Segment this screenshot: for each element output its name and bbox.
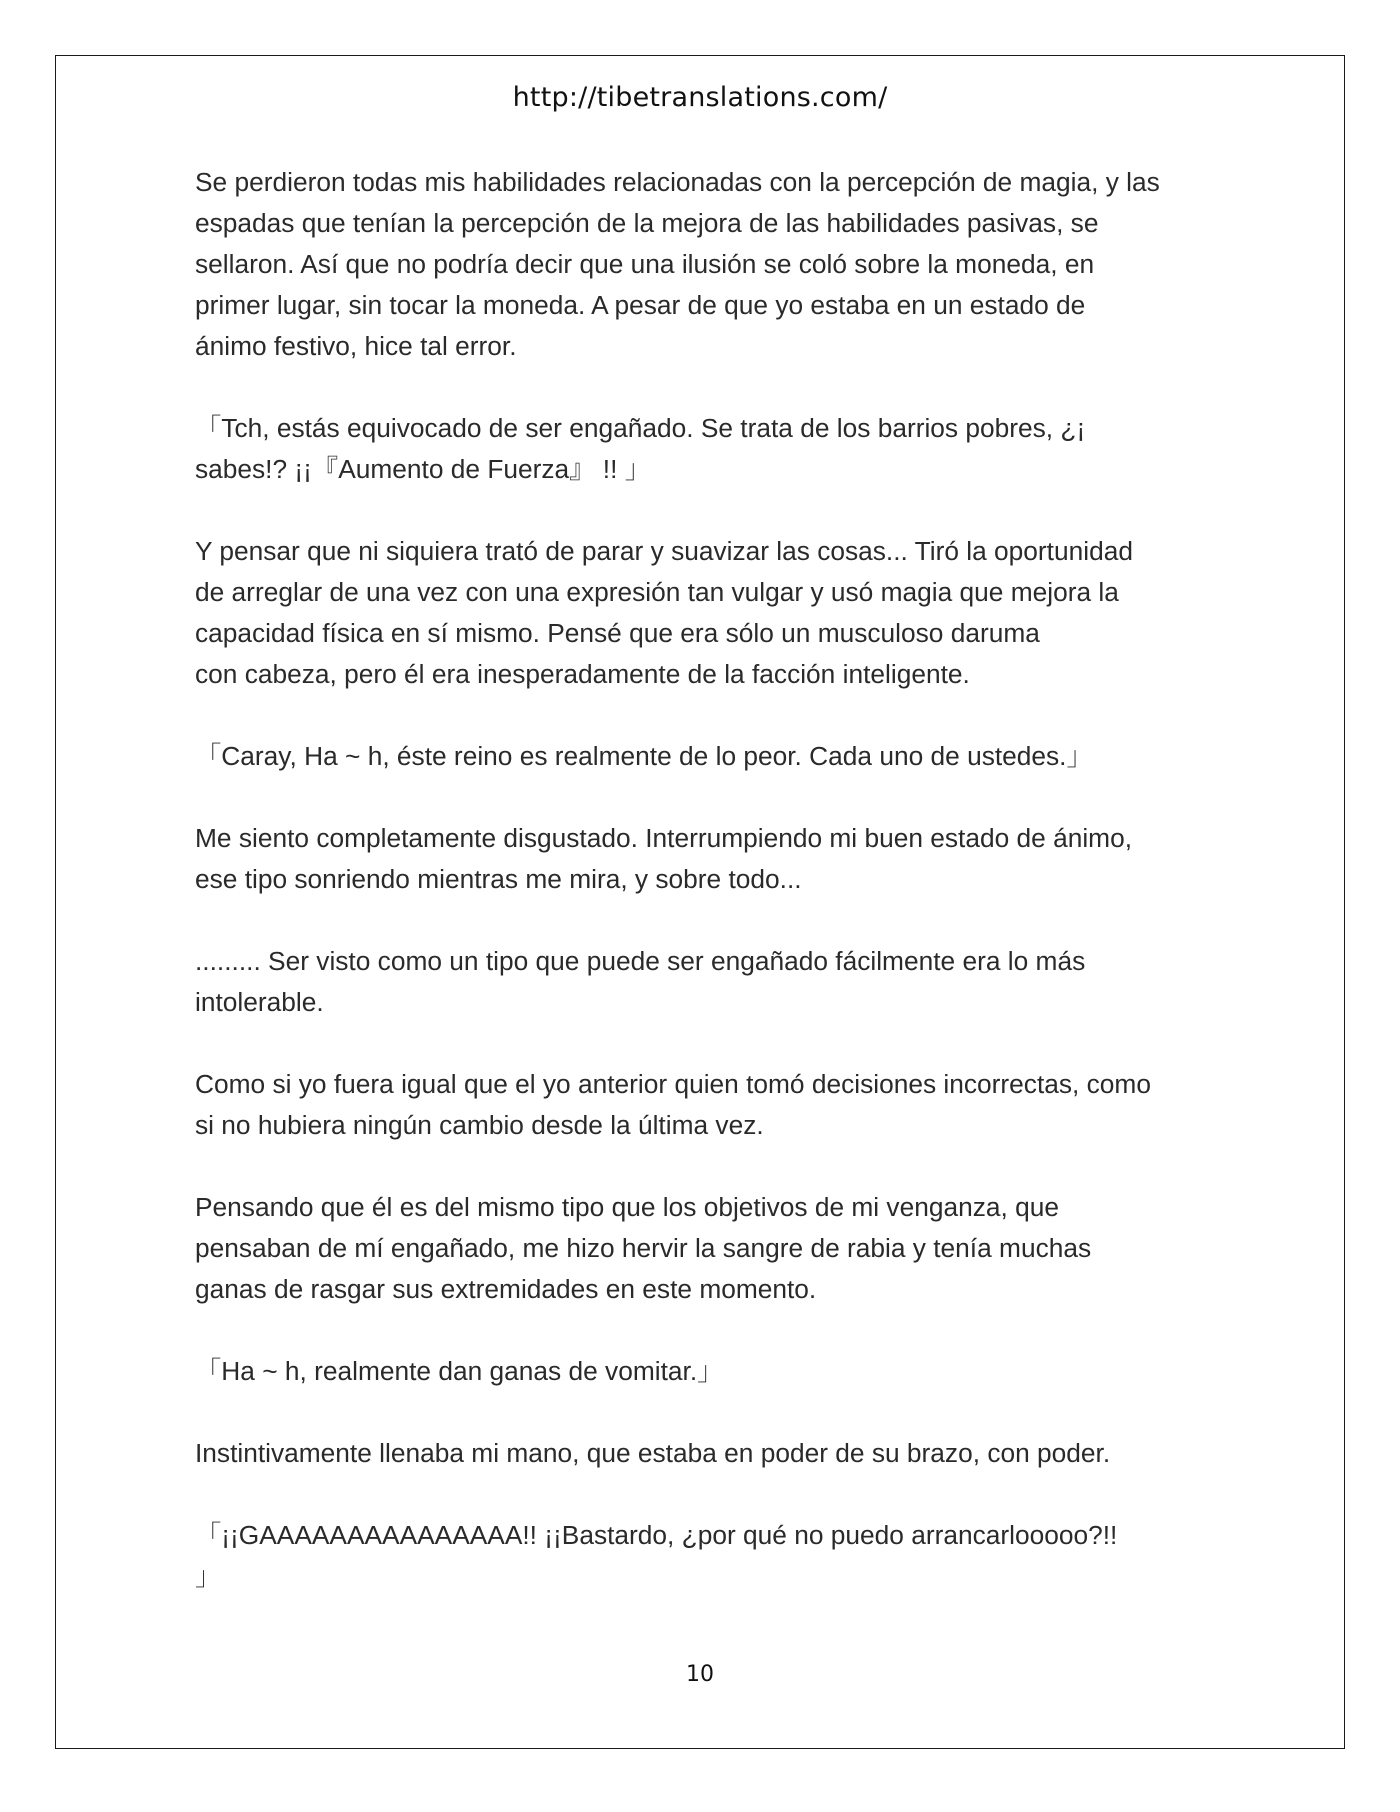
paragraph-line: ......... Ser visto como un tipo que puede ser engañado fácilmente era lo más xyxy=(195,946,1086,976)
paragraph-line: con cabeza, pero él era inesperadamente de la facción inteligente. xyxy=(195,659,970,689)
paragraph-line: Instintivamente llenaba mi mano, que estaba en poder de su brazo, con poder. xyxy=(195,1438,1111,1468)
dialogue-line: 「Ha ~ h, realmente dan ganas de vomitar.」 xyxy=(195,1356,724,1386)
paragraph-3 xyxy=(195,818,1220,900)
dialogue-line: 「Caray, Ha ~ h, éste reino es realmente de lo peor. Cada uno de ustedes.」 xyxy=(195,741,1093,771)
paragraph-2 xyxy=(195,531,1220,695)
dialogue-line: 」 xyxy=(195,1561,222,1591)
paragraph-7 xyxy=(195,1433,1220,1474)
dialogue-2 xyxy=(195,736,1220,777)
paragraph-line: ese tipo sonriendo mientras me mira, y sobre todo... xyxy=(195,864,802,894)
paragraph-line: sellaron. Así que no podría decir que una ilusión se coló sobre la moneda, en xyxy=(195,249,1095,279)
paragraph-1 xyxy=(195,162,1220,367)
paragraph-line: pensaban de mí engañado, me hizo hervir la sangre de rabia y tenía muchas xyxy=(195,1233,1092,1263)
dialogue-3 xyxy=(195,1351,1220,1392)
paragraph-line: ganas de rasgar sus extremidades en este momento. xyxy=(195,1274,817,1304)
dialogue-4 xyxy=(195,1515,1220,1597)
paragraph-line: intolerable. xyxy=(195,987,324,1017)
dialogue-line: 「¡¡GAAAAAAAAAAAAAAA!! ¡¡Bastardo, ¿por qué no puedo arrancarlooooo?!! xyxy=(195,1520,1118,1550)
paragraph-line: ánimo festivo, hice tal error. xyxy=(195,331,517,361)
dialogue-line: 「Tch, estás equivocado de ser engañado. Se trata de los barrios pobres, ¿¡ xyxy=(195,413,1086,443)
header-url: http://tibetranslations.com/ xyxy=(512,82,888,113)
page-number: 10 xyxy=(686,1662,714,1687)
paragraph-line: Como si yo fuera igual que el yo anterior quien tomó decisiones incorrectas, como xyxy=(195,1069,1151,1099)
paragraph-line: Y pensar que ni siquiera trató de parar y suavizar las cosas... Tiró la oportunidad xyxy=(195,536,1133,566)
paragraph-line: Me siento completamente disgustado. Interrumpiendo mi buen estado de ánimo, xyxy=(195,823,1133,853)
paragraph-6 xyxy=(195,1187,1220,1310)
paragraph-line: de arreglar de una vez con una expresión tan vulgar y usó magia que mejora la xyxy=(195,577,1119,607)
paragraph-line: Se perdieron todas mis habilidades relacionadas con la percepción de magia, y las xyxy=(195,167,1160,197)
dialogue-1 xyxy=(195,408,1220,490)
document-body xyxy=(195,162,1220,1638)
dialogue-line: sabes!? ¡¡『Aumento de Fuerza』 !! 」 xyxy=(195,454,651,484)
paragraph-line: capacidad física en sí mismo. Pensé que era sólo un musculoso daruma xyxy=(195,618,1040,648)
paragraph-line: si no hubiera ningún cambio desde la última vez. xyxy=(195,1110,764,1140)
paragraph-line: Pensando que él es del mismo tipo que los objetivos de mi venganza, que xyxy=(195,1192,1059,1222)
paragraph-4 xyxy=(195,941,1220,1023)
paragraph-5 xyxy=(195,1064,1220,1146)
paragraph-line: espadas que tenían la percepción de la mejora de las habilidades pasivas, se xyxy=(195,208,1099,238)
paragraph-line: primer lugar, sin tocar la moneda. A pesar de que yo estaba en un estado de xyxy=(195,290,1086,320)
